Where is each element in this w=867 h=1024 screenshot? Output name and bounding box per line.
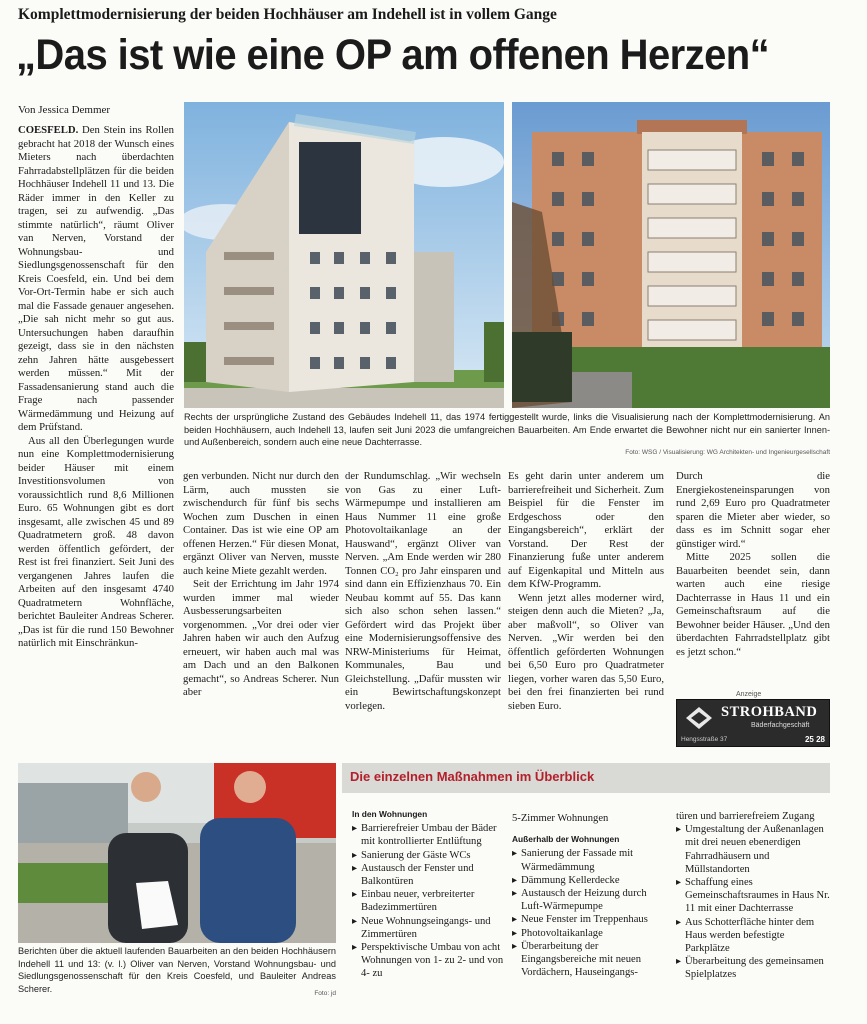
measure-item: ▸ Neue Fenster im Treppenhaus [512, 913, 658, 926]
ad-phone: 25 28 [804, 735, 825, 744]
article-paragraph: gen verbunden. Nicht nur durch den Lärm, auch mussten sie zwischendurch für fünf bis sechs Wochen zum Duschen in einen Container. Das ist wie eine OP am offenen Herzen.“ Für diesen Monat, ergänzt Oliver van Nerven, musste auch keine Miete gezahlt werden. [183, 470, 339, 577]
byline: Von Jessica Demmer [18, 104, 111, 116]
measures-column-1 [352, 808, 504, 981]
measures-subheading: Außerhalb der Wohnungen [512, 834, 620, 845]
bottom-photo-caption: Berichten über die aktuell laufenden Bauarbeiten an den beiden Hochhäusern Indehell 11 und 13: (v. l.) Oliver van Nerven, Vorstand Wohnungsbau- und Siedlungsgenossenschaft für den Kreis Coesfeld, und Bauleiter Andreas Scherer. [18, 946, 336, 994]
article-column-5 [676, 470, 830, 688]
ad-address: Hengsstraße 37 [681, 736, 728, 743]
article-column-4 [508, 470, 664, 756]
measure-item: ▸ Überarbeitung der Eingangsbereiche mit neuen Vordächern, Hauseingangs- [512, 940, 658, 980]
measure-item: ▸ Aus Schotterfläche hinter dem Haus werden befestigte Parkplätze [676, 916, 830, 956]
article-column-2 [183, 470, 339, 756]
measure-item: ▸ Perspektivische Umbau von acht Wohnungen von 1- zu 2- und von 4- zu [352, 941, 504, 981]
article-paragraph: Es geht darin unter anderem um barrierefreiheit und Sicherheit. Zum Beispiel für die Fenster im Erdgeschoss oder den Eingangsbereich“, erklärt der Vorstand. Der Rest der Finanzierung fuße unter anderem auf Eigenkapital und Mitteln aus dem KfW-Programm. [508, 470, 664, 590]
original-building-photo [512, 102, 830, 408]
people-photo [18, 763, 336, 943]
top-photo-credit: Foto: WSG / Visualisierung: WG Architekten- und Ingenieurgesellschaft [625, 449, 830, 456]
ad-brand: STROHBAND [721, 704, 818, 720]
measure-item: ▸ Einbau neuer, verbreiterter Badezimmertüren [352, 888, 504, 914]
ad-tagline: Bäderfachgeschäft [751, 722, 810, 729]
measure-item: ▸ Schaffung eines Gemeinschaftsraumes in Haus Nr. 11 mit einer Dachterrasse [676, 876, 830, 916]
measure-item: ▸ Barrierefreier Umbau der Bäder mit kontrollierter Entlüftung [352, 822, 504, 848]
article-paragraph: der Rundumschlag. „Wir wechseln von Gas zu einer Luft-Wärmepumpe und installieren am Haus Nummer 11 eine große Photovoltaikanlage an der Hauswand“, ergänzt Oliver van Nerven. „Am Ende werden wir 280 Tonnen CO₂ pro Jahr einsparen und sind dann ein Effizienzhaus 70. Ein Neubau kommt auf 55. Das kann sich also schon sehen lassen.“ Gefördert wird das Projekt über eine Modernisierungsoffensive des NRW-Ministeriums für Heimat, Kommunales, Bau und Gleichstellung. „Dafür mussten wir ein Bewirtschaftungskonzept vorlegen. [345, 470, 501, 712]
measure-item: ▸ Photovoltaikanlage [512, 927, 658, 940]
article-paragraph: Aus all den Überlegungen wurde nun eine Komplettmodernisierung beider Häuser mit einem Investitionsvolumen von voraussichtlich rund 8,6 Millionen Euro. 65 Wohnungen gibt es dort insgesamt, alle zwischen 45 und 89 Quadratmetern groß. 48 davon werden öffentlich gefördert, der Rest ist frei finanziert. Seit Juni des vergangenen Jahres laufen die Arbeiten auf den insgesamt 4740 Quadratmetern Wohnfläche, berichtet Bauleiter Andreas Scherer. „Das ist für die rund 150 Bewohner natürlich mit Einschränkun- [18, 434, 174, 649]
measure-item: ▸ Sanierung der Gäste WCs [352, 849, 504, 862]
article-column-3 [345, 470, 501, 756]
measures-column-3 [676, 810, 830, 982]
article-paragraph: Wenn jetzt alles moderner wird, steigen denn auch die Mieten? „Ja, aber maßvoll“, so Oliver van Nerven. „Wir werden bei den öffentlich geförderten Wohnungen bei 6,50 Euro pro Quadratmeter liegen, vorher waren das 5,50 Euro, bei den frei finanzierten bei rund sieben Euro. [508, 591, 664, 712]
measure-item: ▸ Neue Wohnungseingangs- und Zimmertüren [352, 915, 504, 941]
article-paragraph: Mitte 2025 sollen die Bauarbeiten beendet sein, dann warten auch eine riesige Dachterrasse in Haus 11 und ein Gemeinschaftsraum auf die Bewohner beider Häuser. „Und den überdachten Fahrradstellplatz gibt es jetzt schon.“ [676, 551, 830, 658]
strohband-ad[interactable] [676, 699, 830, 747]
measure-item: ▸ Sanierung der Fassade mit Wärmedämmung [512, 847, 658, 873]
ad-label: Anzeige [736, 691, 762, 698]
measures-title: Die einzelnen Maßnahmen im Überblick [350, 769, 595, 784]
kicker: Komplettmodernisierung der beiden Hochhäuser am Indehell ist in vollem Gange [18, 6, 557, 23]
measure-item: ▸ Überarbeitung des gemeinsamen Spielplatzes [676, 955, 830, 981]
measures-subheading: In den Wohnungen [352, 809, 428, 819]
measure-item: ▸ Austausch der Fenster und Balkontüren [352, 862, 504, 888]
paragraph-text: Den Stein ins Rollen gebracht hat 2018 der Wunsch eines Mieters nach überdachten Fahrradabstellplätzen für die beiden Hochhäuser Indehell 11 und 13. Die Räder immer in den Keller zu tragen, sei zu aufwendig. „Das stimmte natürlich“, räumt Oliver van Nerven, Vorstand der Wohnungsbau- und Siedlungsgenossenschaft für den Kreis Coesfeld, ein. Und bei dem Vor-Ort-Termin habe er sich auch mal die Fassade genauer angesehen. „Die sah nicht mehr so gut aus. Untersuchungen haben daraufhin gezeigt, dass sie in den nächsten zehn Jahren hätte ausgebessert werden müssen.“ Mit der Fassadensanierung stand auch die Frage nach passender Wärmedämmung und Heizung auf dem Prüfstand. [18, 124, 174, 433]
top-photo-caption: Rechts der ursprüngliche Zustand des Gebäudes Indehell 11, das 1974 fertiggestellt wurde, links die Visualisierung nach der Komplettmodernisierung. An beiden Hochhäusern, auch Indehell 13, laufen seit Juni 2023 die umfangreichen Bauarbeiten. Am Ende erwartet die Bewohner nicht nur ein sanierter Innen- und Außenbereich, sondern auch eine neue Dachterrasse. [184, 412, 830, 447]
bottom-photo-credit: Foto: jd [314, 990, 336, 997]
article-column-1 [18, 124, 174, 756]
article-paragraph [18, 124, 174, 435]
measures-column-2 [512, 812, 658, 979]
measure-item: ▸ Umgestaltung der Außenanlagen mit drei neuen ebenerdigen Fahrradhäusern und Müllstandorten [676, 823, 830, 876]
measure-item: ▸ Dämmung Kellerdecke [512, 874, 658, 887]
article-paragraph: Durch die Energiekosteneinsparungen von rund 2,69 Euro pro Quadratmeter sparen die Mieter aber wieder, so dass es im Schnitt sogar eher günstiger wird.“ [676, 470, 830, 550]
measures-continuation: 5-Zimmer Wohnungen [512, 813, 609, 824]
measure-item: ▸ Austausch der Heizung durch Luft-Wärmepumpe [512, 887, 658, 913]
visualization-photo [184, 102, 504, 408]
article-paragraph: Seit der Errichtung im Jahr 1974 wurden immer mal wieder Ausbesserungsarbeiten vorgenommen. „Vor drei oder vier Jahren haben wir auch den Aufzug erneuert, wir haben auch mal was am Dach und an den Balkonen gemacht“, so Andreas Scherer. Nun aber [183, 578, 339, 698]
dateline: COESFELD. [18, 124, 79, 136]
measures-box-header [342, 763, 830, 793]
headline: „Das ist wie eine OP am offenen Herzen“ [16, 31, 770, 79]
measures-continuation: türen und barrierefreiem Zugang [676, 811, 815, 822]
strohband-logo-icon [685, 706, 713, 730]
